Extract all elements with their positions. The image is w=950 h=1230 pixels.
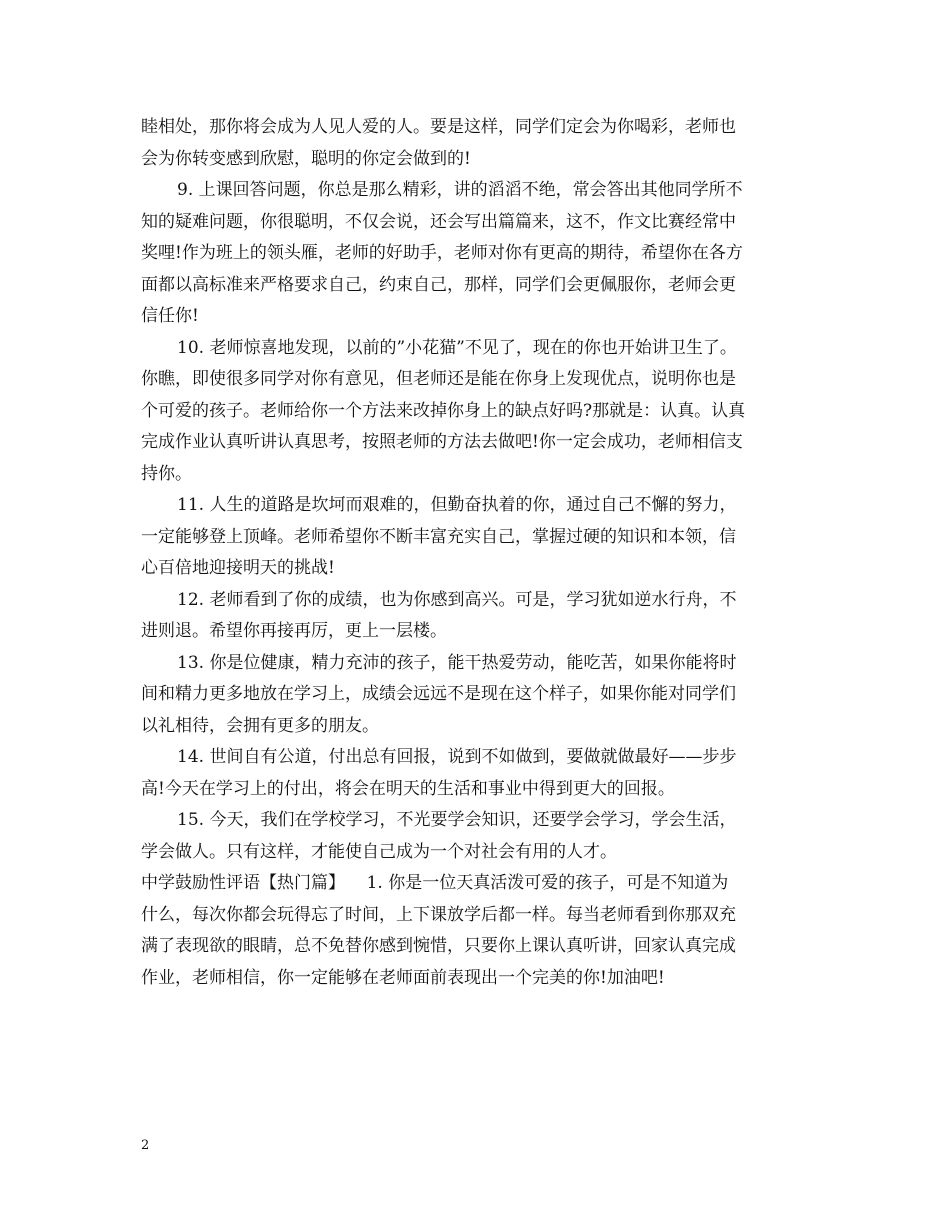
text-line: 14. 世间自有公道，付出总有回报，说到不如做到，要做就做最好——步步 <box>177 747 737 767</box>
page-number: 2 <box>141 1138 150 1153</box>
text-line: 满了表现欲的眼睛，总不免替你感到惋惜，只要你上课认真听讲，回家认真完成 <box>141 936 736 956</box>
text-line: 11. 人生的道路是坎坷而艰难的，但勤奋执着的你，通过自己不懈的努力， <box>177 495 737 515</box>
text-line: 奖哩!作为班上的领头雁，老师的好助手，老师对你有更高的期待，希望你在各方 <box>141 243 743 263</box>
text-line: 9. 上课回答问题，你总是那么精彩，讲的滔滔不绝，常会答出其他同学所不 <box>177 180 743 200</box>
text-line: 面都以高标准来严格要求自己，约束自己，那样，同学们会更佩服你，老师会更 <box>141 274 736 295</box>
text-line: 完成作业认真听讲认真思考，按照老师的方法去做吧!你一定会成功，老师相信支 <box>141 432 743 452</box>
text-line: 一定能够登上顶峰。老师希望你不断丰富充实自己，掌握过硬的知识和本领，信 <box>141 526 736 547</box>
text-line: 知的疑难问题，你很聪明，不仅会说，还会写出篇篇来，这不，作文比赛经常中 <box>141 211 736 232</box>
text-line: 间和精力更多地放在学习上，成绩会远远不是现在这个样子，如果你能对同学们 <box>141 684 736 704</box>
text-line: 什么，每次你都会玩得忘了时间，上下课放学后都一样。每当老师看到你那双充 <box>141 904 736 925</box>
text-line: 10. 老师惊喜地发现，以前的”小花猫”不见了，现在的你也开始讲卫生了。 <box>177 337 737 358</box>
text-line: 心百倍地迎接明天的挑战! <box>141 558 335 578</box>
text-line: 持你。 <box>141 463 192 484</box>
text-line: 13. 你是位健康，精力充沛的孩子，能干热爱劳动，能吃苦，如果你能将时 <box>177 652 737 673</box>
text-line: 以礼相待，会拥有更多的朋友。 <box>141 715 379 736</box>
text-line: 高!今天在学习上的付出，将会在明天的生活和事业中得到更大的回报。 <box>141 778 675 799</box>
body-text <box>141 112 821 994</box>
text-line: 会为你转变感到欣慰，聪明的你定会做到的! <box>141 148 471 169</box>
text-line: 信任你! <box>141 306 199 326</box>
text-line: 个可爱的孩子。老师给你一个方法来改掉你身上的缺点好吗?那就是：认真。认真 <box>141 400 746 421</box>
text-line: 作业，老师相信，你一定能够在老师面前表现出一个完美的你!加油吧! <box>141 967 665 988</box>
text-line: 12. 老师看到了你的成绩，也为你感到高兴。可是，学习犹如逆水行舟，不 <box>177 589 737 610</box>
text-line: 中学鼓励性评语【热门篇】 1. 你是一位天真活泼可爱的孩子，可是不知道为 <box>141 873 729 893</box>
text-line: 你瞧，即使很多同学对你有意见，但老师还是能在你身上发现优点，说明你也是 <box>141 369 736 389</box>
text-line: 睦相处，那你将会成为人见人爱的人。要是这样，同学们定会为你喝彩，老师也 <box>141 117 736 137</box>
text-line: 15. 今天，我们在学校学习，不光要学会知识，还要学会学习，学会生活， <box>177 810 737 830</box>
text-line: 学会做人。只有这样，才能使自己成为一个对社会有用的人才。 <box>141 841 617 862</box>
text-line: 进则退。希望你再接再厉，更上一层楼。 <box>141 621 447 641</box>
